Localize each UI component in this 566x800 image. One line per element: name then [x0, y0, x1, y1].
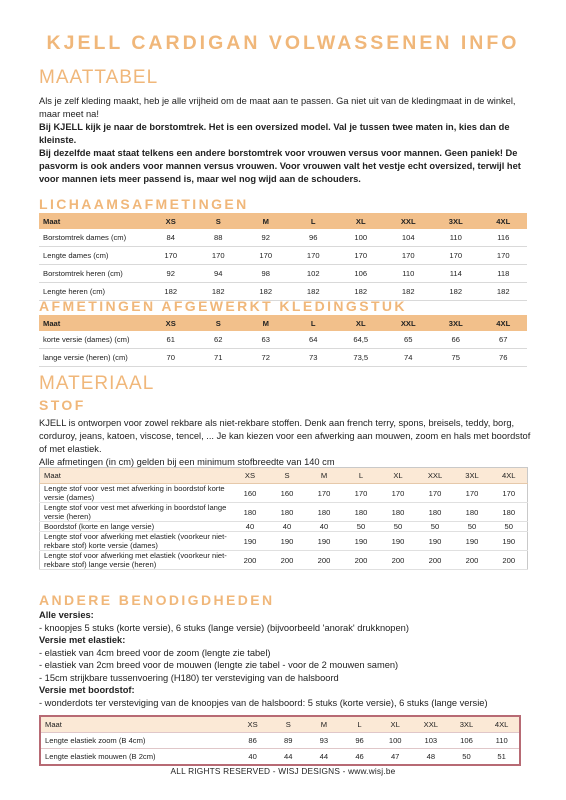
table-row: [40, 749, 520, 766]
table-cell: 93: [306, 733, 342, 749]
table-cell: 182: [147, 283, 195, 301]
lichaam-heading: LICHAAMSAFMETINGEN: [39, 196, 249, 212]
table-row: [40, 532, 528, 551]
table-cell: 73: [290, 349, 338, 367]
stof-table: [39, 467, 528, 570]
column-header: 3XL: [432, 213, 480, 229]
table-cell: 170: [417, 484, 454, 503]
table-cell: 98: [242, 265, 290, 283]
table-row: [39, 229, 527, 247]
table-cell: 62: [195, 331, 243, 349]
table-cell: 88: [195, 229, 243, 247]
table-row: [40, 733, 520, 749]
table-cell: 190: [269, 532, 306, 551]
table-cell: 71: [195, 349, 243, 367]
list-item: - knoopjes 5 stuks (korte versie), 6 stuks (lange versie) (bijvoorbeeld 'anorak' drukknopen): [39, 622, 409, 633]
intro-paragraph-2: Bij KJELL kijk je naar de borstomtrek. Het is een oversized model. Val je tussen twee maten in, kies dan de kleinste.: [39, 122, 510, 145]
table-cell: 70: [147, 349, 195, 367]
table-cell: 96: [290, 229, 338, 247]
column-header: M: [242, 213, 290, 229]
column-header: XL: [377, 716, 413, 733]
table-cell: 170: [491, 484, 528, 503]
stof-heading: STOF: [39, 397, 86, 413]
table-cell: 182: [337, 283, 385, 301]
table-row: [39, 265, 527, 283]
table-cell: 170: [195, 247, 243, 265]
table-cell: 100: [377, 733, 413, 749]
column-header: 4XL: [491, 468, 528, 484]
table-cell: 170: [454, 484, 491, 503]
table-cell: 180: [380, 503, 417, 522]
table-cell: 61: [147, 331, 195, 349]
table-cell: 170: [385, 247, 433, 265]
table-cell: 67: [480, 331, 528, 349]
table-cell: 110: [484, 733, 520, 749]
column-header: XL: [337, 213, 385, 229]
table-cell: 180: [306, 503, 343, 522]
table-cell: 170: [306, 484, 343, 503]
elastiek-table: [39, 715, 521, 766]
table-cell: 170: [432, 247, 480, 265]
column-header: 3XL: [454, 468, 491, 484]
maattabel-heading: MAATTABEL: [39, 67, 159, 88]
table-cell: 182: [290, 283, 338, 301]
elastiek-versie-label: Versie met elastiek:: [39, 635, 126, 645]
column-header: 3XL: [449, 716, 485, 733]
column-header: 4XL: [480, 315, 528, 331]
table-cell: 102: [290, 265, 338, 283]
table-header-row: [39, 213, 527, 229]
table-cell: 200: [380, 551, 417, 570]
table-cell: 40: [235, 749, 271, 766]
column-header-size: Maat: [40, 716, 235, 733]
row-label: Lengte stof voor vest met afwerking in boordstof korte versie (dames): [40, 484, 232, 503]
table-cell: 190: [306, 532, 343, 551]
table-row: [39, 349, 527, 367]
row-label: Lengte stof voor afwerking met elastiek (voorkeur niet-rekbare stof) korte versie (dames): [40, 532, 232, 551]
afgewerkt-table: [39, 315, 527, 367]
benodigdheden-heading: ANDERE BENODIGDHEDEN: [39, 592, 275, 608]
table-cell: 94: [195, 265, 243, 283]
table-cell: 64,5: [337, 331, 385, 349]
table-cell: 76: [480, 349, 528, 367]
page-title: KJELL CARDIGAN VOLWASSENEN INFO: [46, 32, 520, 54]
table-cell: 44: [306, 749, 342, 766]
table-cell: 160: [232, 484, 269, 503]
column-header: M: [306, 468, 343, 484]
table-row: [39, 247, 527, 265]
table-cell: 118: [480, 265, 528, 283]
column-header: S: [270, 716, 306, 733]
row-label: Lengte dames (cm): [39, 247, 147, 265]
table-cell: 190: [343, 532, 380, 551]
table-cell: 110: [432, 229, 480, 247]
table-cell: 200: [306, 551, 343, 570]
column-header: L: [290, 315, 338, 331]
table-cell: 190: [454, 532, 491, 551]
stof-description: KJELL is ontworpen voor zowel rekbare als niet-rekbare stoffen. Denk aan french terry, spons, breisels, teddy, borg, corduroy, jeans, katoen, viscose, tencel, ... Je kan kiezen voor een afwerking aan mouwen, zoom en hals met boordstof of met elastiek.: [39, 418, 531, 454]
column-header: L: [290, 213, 338, 229]
row-label: Boordstof (korte en lange versie): [40, 522, 232, 532]
table-cell: 74: [385, 349, 433, 367]
column-header: M: [306, 716, 342, 733]
table-cell: 92: [242, 229, 290, 247]
table-cell: 63: [242, 331, 290, 349]
list-item: - wonderdots ter versteviging van de knoopjes van de halsboord: 5 stuks (korte versie), 6 stuks (lange versie): [39, 697, 488, 708]
column-header-size: Maat: [39, 213, 147, 229]
table-cell: 89: [270, 733, 306, 749]
table-cell: 44: [270, 749, 306, 766]
table-cell: 200: [269, 551, 306, 570]
table-cell: 84: [147, 229, 195, 247]
table-cell: 114: [432, 265, 480, 283]
column-header: XXL: [417, 468, 454, 484]
row-label: korte versie (dames) (cm): [39, 331, 147, 349]
alle-versies-label: Alle versies:: [39, 610, 94, 620]
table-cell: 180: [343, 503, 380, 522]
table-cell: 110: [385, 265, 433, 283]
table-cell: 50: [491, 522, 528, 532]
column-header: 3XL: [432, 315, 480, 331]
table-cell: 170: [480, 247, 528, 265]
boordstof-versie-label: Versie met boordstof:: [39, 685, 135, 695]
table-cell: 180: [491, 503, 528, 522]
table-row: [40, 522, 528, 532]
table-cell: 180: [417, 503, 454, 522]
table-cell: 116: [480, 229, 528, 247]
column-header: L: [342, 716, 378, 733]
footer-copyright: ALL RIGHTS RESERVED - WISJ DESIGNS - www.wisj.be: [170, 766, 396, 776]
table-row: [40, 551, 528, 570]
column-header: XL: [337, 315, 385, 331]
column-header: XS: [147, 213, 195, 229]
table-row: [40, 503, 528, 522]
table-cell: 96: [342, 733, 378, 749]
table-cell: 200: [454, 551, 491, 570]
table-cell: 66: [432, 331, 480, 349]
stof-note: Alle afmetingen (in cm) gelden bij een minimum stofbreedte van 140 cm: [39, 457, 335, 467]
column-header: XL: [380, 468, 417, 484]
table-cell: 104: [385, 229, 433, 247]
list-item: - elastiek van 4cm breed voor de zoom (lengte zie tabel): [39, 647, 271, 658]
table-cell: 48: [413, 749, 449, 766]
table-row: [39, 331, 527, 349]
stof-text: [39, 417, 539, 469]
column-header: S: [195, 315, 243, 331]
row-label: lange versie (heren) (cm): [39, 349, 147, 367]
table-cell: 190: [491, 532, 528, 551]
table-cell: 200: [491, 551, 528, 570]
table-cell: 180: [269, 503, 306, 522]
table-cell: 190: [417, 532, 454, 551]
column-header: XXL: [385, 213, 433, 229]
table-cell: 190: [232, 532, 269, 551]
table-cell: 180: [232, 503, 269, 522]
intro-paragraph-3: Bij dezelfde maat staat telkens een andere borstomtrek voor vrouwen versus voor mannen. Geen paniek! De pasvorm is ook anders voor mannen versus vrouwen. Voor vrouwen valt het vestje echt oversized, terwijl het voor mannen iets meer passend is, maar wel nog wijd aan de schouders.: [39, 148, 521, 184]
table-cell: 182: [242, 283, 290, 301]
table-cell: 182: [480, 283, 528, 301]
table-cell: 180: [454, 503, 491, 522]
table-cell: 40: [232, 522, 269, 532]
column-header: XS: [235, 716, 271, 733]
table-cell: 40: [306, 522, 343, 532]
column-header: S: [269, 468, 306, 484]
table-cell: 65: [385, 331, 433, 349]
column-header: 4XL: [480, 213, 528, 229]
table-cell: 170: [242, 247, 290, 265]
table-cell: 51: [484, 749, 520, 766]
row-label: Borstomtrek heren (cm): [39, 265, 147, 283]
table-cell: 50: [343, 522, 380, 532]
table-cell: 182: [385, 283, 433, 301]
table-cell: 160: [269, 484, 306, 503]
table-cell: 75: [432, 349, 480, 367]
benodigdheden-list: [39, 609, 539, 709]
table-cell: 106: [337, 265, 385, 283]
table-cell: 100: [337, 229, 385, 247]
table-cell: 46: [342, 749, 378, 766]
list-item: - elastiek van 2cm breed voor de mouwen (lengte zie tabel - voor de 2 mouwen samen): [39, 660, 399, 670]
table-cell: 170: [380, 484, 417, 503]
row-label: Lengte elastiek mouwen (B 2cm): [40, 749, 235, 766]
table-cell: 64: [290, 331, 338, 349]
table-header-row: [39, 315, 527, 331]
table-cell: 200: [232, 551, 269, 570]
table-cell: 92: [147, 265, 195, 283]
column-header: 4XL: [484, 716, 520, 733]
column-header: M: [242, 315, 290, 331]
column-header: XXL: [385, 315, 433, 331]
table-cell: 73,5: [337, 349, 385, 367]
column-header: XS: [232, 468, 269, 484]
column-header: XS: [147, 315, 195, 331]
table-cell: 103: [413, 733, 449, 749]
table-cell: 182: [432, 283, 480, 301]
row-label: Lengte elastiek zoom (B 4cm): [40, 733, 235, 749]
table-cell: 40: [269, 522, 306, 532]
table-cell: 182: [195, 283, 243, 301]
materiaal-heading: MATERIAAL: [39, 373, 155, 394]
table-cell: 170: [337, 247, 385, 265]
table-cell: 200: [417, 551, 454, 570]
intro-paragraph-1: Als je zelf kleding maakt, heb je alle vrijheid om de maat aan te passen. Ga niet uit van de kledingmaat in de winkel, maar meet na!: [39, 96, 516, 119]
maattabel-intro: [39, 95, 539, 186]
afgewerkt-heading: AFMETINGEN AFGEWERKT KLEDINGSTUK: [39, 298, 407, 314]
table-header-row: [40, 716, 520, 733]
table-cell: 86: [235, 733, 271, 749]
table-cell: 170: [290, 247, 338, 265]
table-cell: 200: [343, 551, 380, 570]
table-cell: 50: [380, 522, 417, 532]
row-label: Lengte stof voor afwerking met elastiek (voorkeur niet-rekbare stof) lange versie (heren): [40, 551, 232, 570]
lichaam-table: [39, 213, 527, 301]
table-cell: 170: [147, 247, 195, 265]
column-header: L: [343, 468, 380, 484]
column-header-size: Maat: [39, 315, 147, 331]
column-header-size: Maat: [40, 468, 232, 484]
list-item: - 15cm strijkbare tussenvoering (H180) ter versteviging van de halsboord: [39, 672, 339, 683]
column-header: S: [195, 213, 243, 229]
row-label: Lengte heren (cm): [39, 283, 147, 301]
table-cell: 190: [380, 532, 417, 551]
table-cell: 106: [449, 733, 485, 749]
table-cell: 170: [343, 484, 380, 503]
table-cell: 50: [449, 749, 485, 766]
column-header: XXL: [413, 716, 449, 733]
table-header-row: [40, 468, 528, 484]
table-cell: 72: [242, 349, 290, 367]
table-row: [40, 484, 528, 503]
table-cell: 47: [377, 749, 413, 766]
table-cell: 50: [454, 522, 491, 532]
row-label: Lengte stof voor vest met afwerking in boordstof lange versie (heren): [40, 503, 232, 522]
row-label: Borstomtrek dames (cm): [39, 229, 147, 247]
table-cell: 50: [417, 522, 454, 532]
